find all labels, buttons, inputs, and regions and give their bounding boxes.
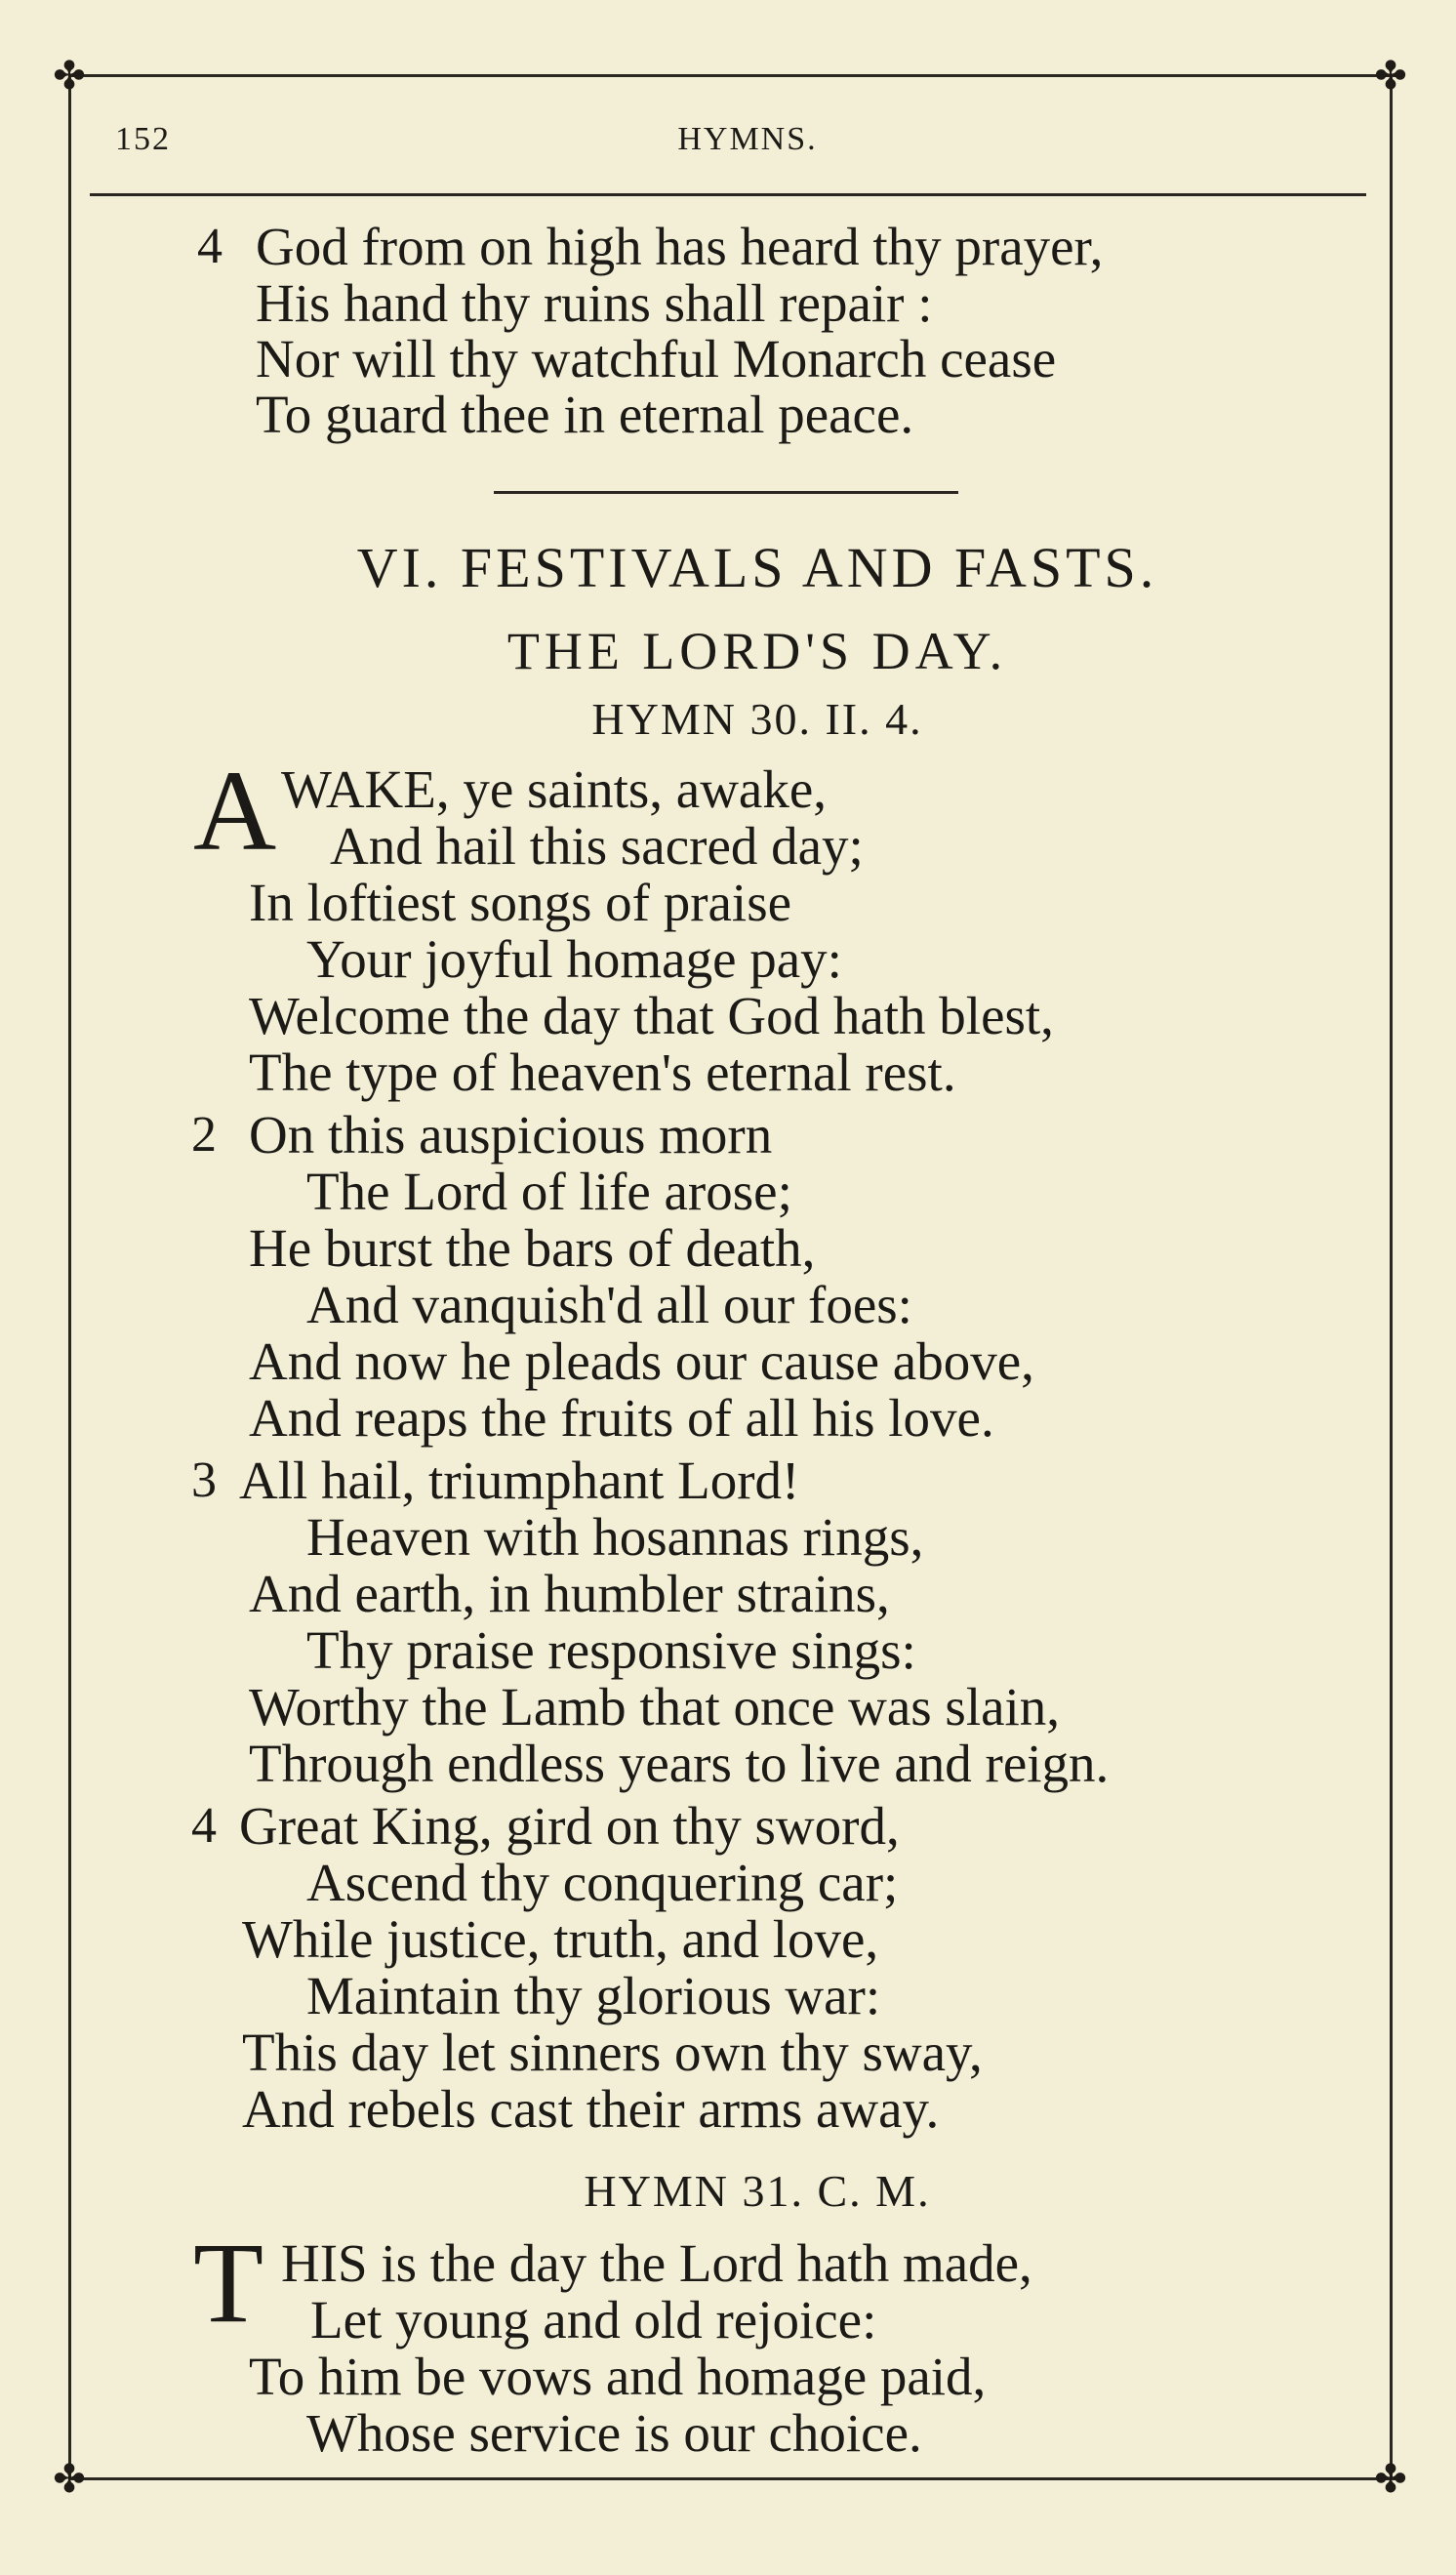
verse-line: This day let sinners own thy sway, bbox=[242, 2023, 983, 2082]
ornament-bottom-left-icon: ✤ bbox=[53, 2457, 86, 2501]
section-divider-rule bbox=[494, 491, 958, 494]
top-border-rule bbox=[68, 74, 1397, 77]
verse-line: God from on high has heard thy prayer, bbox=[256, 217, 1104, 276]
dropcap-t: T bbox=[193, 2219, 264, 2347]
verse-line: HIS is the day the Lord hath made, bbox=[281, 2233, 1032, 2293]
verse-line: The type of heaven's eternal rest. bbox=[249, 1042, 956, 1102]
ornament-top-right-icon: ✤ bbox=[1374, 54, 1407, 98]
running-title: HYMNS. bbox=[677, 121, 818, 157]
hymn-31-heading: HYMN 31. C. M. bbox=[584, 2166, 931, 2216]
verse-line: Welcome the day that God hath blest, bbox=[249, 986, 1054, 1045]
verse-line: Thy praise responsive sings: bbox=[306, 1620, 916, 1680]
verse-line: While justice, truth, and love, bbox=[242, 1909, 879, 1969]
verse-line: WAKE, ye saints, awake, bbox=[281, 759, 827, 819]
page-number: 152 bbox=[115, 121, 171, 157]
left-border-rule bbox=[68, 74, 71, 2480]
verse-line: He burst the bars of death, bbox=[249, 1218, 816, 1278]
stanza-number: 4 bbox=[197, 219, 222, 274]
verse-line: Worthy the Lamb that once was slain, bbox=[249, 1677, 1061, 1737]
verse-line: Through endless years to live and reign. bbox=[249, 1734, 1110, 1793]
verse-line: And rebels cast their arms away. bbox=[242, 2079, 940, 2139]
running-head bbox=[0, 115, 1456, 174]
verse-line: And reaps the fruits of all his love. bbox=[249, 1388, 994, 1448]
verse-line: And now he pleads our cause above, bbox=[249, 1331, 1034, 1391]
right-border-rule bbox=[1390, 74, 1393, 2480]
stanza-number: 2 bbox=[191, 1107, 217, 1163]
verse-line: Your joyful homage pay: bbox=[306, 929, 842, 989]
verse-line: Great King, gird on thy sword, bbox=[239, 1796, 900, 1856]
bottom-border-rule bbox=[68, 2477, 1397, 2480]
verse-line: Maintain thy glorious war: bbox=[306, 1966, 881, 2025]
verse-line: And earth, in humbler strains, bbox=[249, 1564, 890, 1623]
verse-line: To him be vows and homage paid, bbox=[249, 2347, 987, 2406]
stanza-number: 3 bbox=[191, 1452, 217, 1508]
header-underline-rule bbox=[90, 193, 1366, 196]
verse-line: The Lord of life arose; bbox=[306, 1162, 792, 1221]
verse-line: In loftiest songs of praise bbox=[249, 873, 792, 932]
verse-line: Heaven with hosannas rings, bbox=[306, 1507, 924, 1567]
verse-line: His hand thy ruins shall repair : bbox=[256, 273, 933, 333]
ornament-bottom-right-icon: ✤ bbox=[1374, 2457, 1407, 2501]
verse-line: And vanquish'd all our foes: bbox=[306, 1275, 912, 1334]
verse-line: Ascend thy conquering car; bbox=[306, 1853, 899, 1912]
verse-line: All hail, triumphant Lord! bbox=[239, 1451, 800, 1510]
section-title: VI. FESTIVALS AND FASTS. bbox=[356, 536, 1158, 599]
hymn-30-heading: HYMN 30. II. 4. bbox=[591, 694, 923, 744]
verse-line: Nor will thy watchful Monarch cease bbox=[256, 329, 1057, 388]
verse-line: Let young and old rejoice: bbox=[310, 2290, 877, 2350]
stanza-number: 4 bbox=[191, 1798, 217, 1854]
ornament-top-left-icon: ✤ bbox=[53, 54, 86, 98]
verse-line: And hail this sacred day; bbox=[330, 816, 864, 876]
verse-line: Whose service is our choice. bbox=[306, 2403, 922, 2463]
subsection-title: THE LORD'S DAY. bbox=[506, 622, 1008, 680]
dropcap-a: A bbox=[193, 747, 277, 875]
verse-line: On this auspicious morn bbox=[249, 1105, 773, 1165]
verse-line: To guard thee in eternal peace. bbox=[256, 385, 914, 444]
